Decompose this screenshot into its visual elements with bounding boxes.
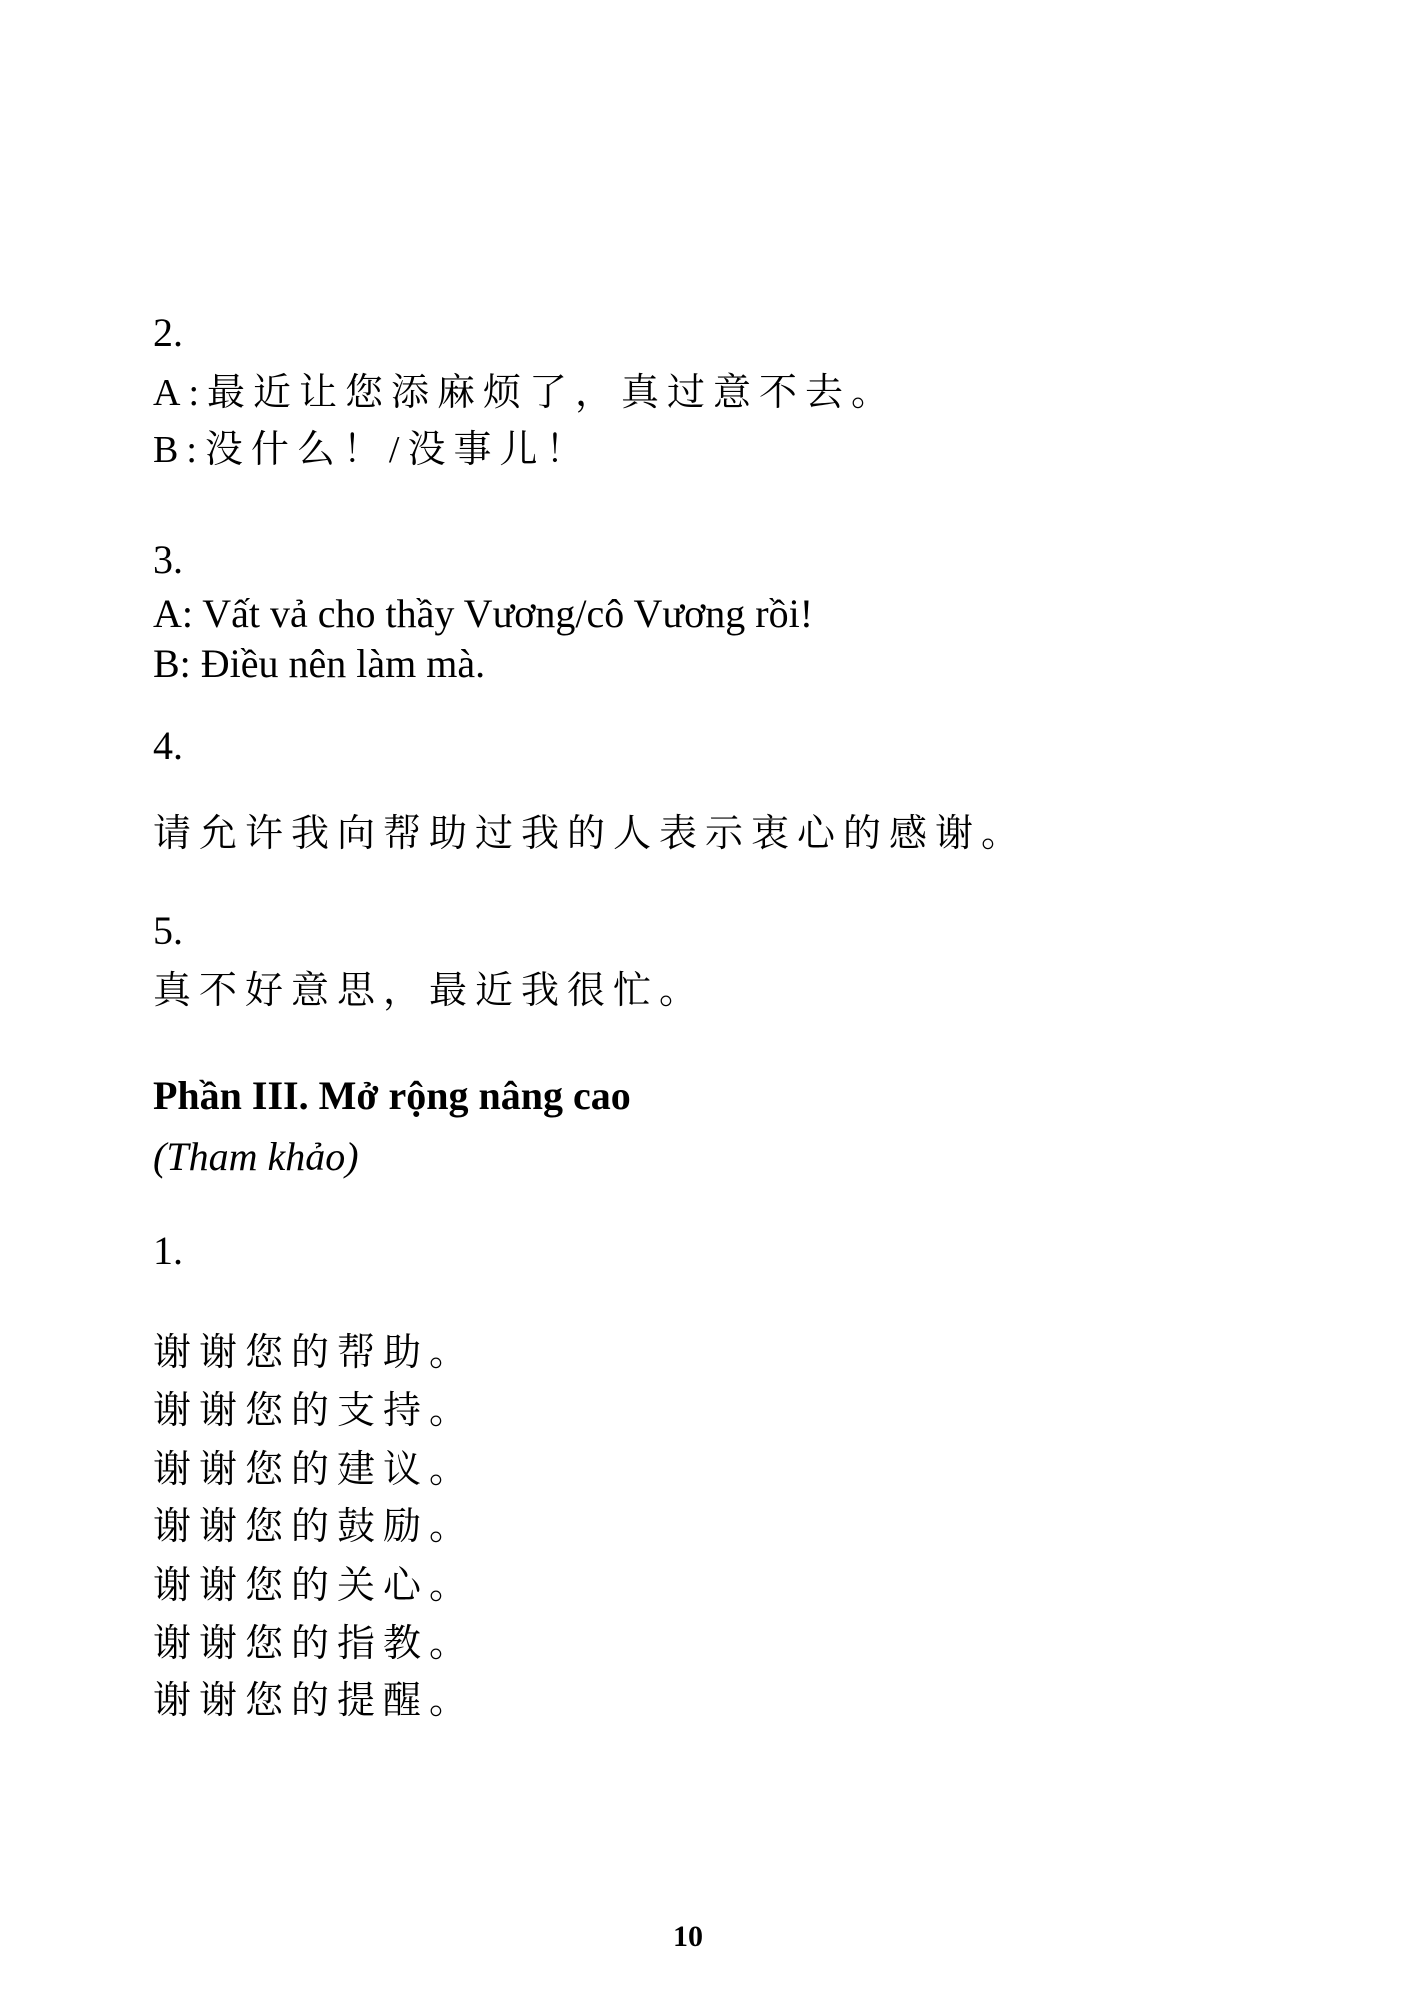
thanks-line: 谢谢您的关心。 bbox=[153, 1565, 476, 1607]
item-5-number: 5. bbox=[153, 908, 183, 953]
thanks-line: 谢谢您的提醒。 bbox=[153, 1680, 476, 1722]
item-3-line-b: B: Điều nên làm mà. bbox=[153, 641, 486, 686]
item-5-line: 真不好意思，最近我很忙。 bbox=[153, 970, 706, 1012]
section-item-number: 1. bbox=[153, 1228, 183, 1273]
thanks-line: 谢谢您的帮助。 bbox=[153, 1332, 476, 1374]
item-2-line-a: A:最近让您添麻烦了，真过意不去。 bbox=[153, 372, 898, 414]
item-3-line-a: A: Vất vả cho thầy Vương/cô Vương rồi! bbox=[153, 591, 814, 636]
item-3-number: 3. bbox=[153, 537, 183, 582]
item-4-line: 请允许我向帮助过我的人表示衷心的感谢。 bbox=[153, 813, 1028, 855]
item-4-number: 4. bbox=[153, 723, 183, 768]
thanks-line: 谢谢您的建议。 bbox=[153, 1449, 476, 1491]
thanks-line: 谢谢您的指教。 bbox=[153, 1623, 476, 1665]
page-number: 10 bbox=[673, 1920, 703, 1953]
item-2-line-b: B:没什么！/没事儿！ bbox=[153, 429, 592, 471]
section-subtitle: (Tham khảo) bbox=[153, 1134, 359, 1179]
item-2-number: 2. bbox=[153, 310, 183, 355]
thanks-line: 谢谢您的鼓励。 bbox=[153, 1506, 476, 1548]
thanks-line: 谢谢您的支持。 bbox=[153, 1390, 476, 1432]
section-title: Phần III. Mở rộng nâng cao bbox=[153, 1073, 631, 1118]
